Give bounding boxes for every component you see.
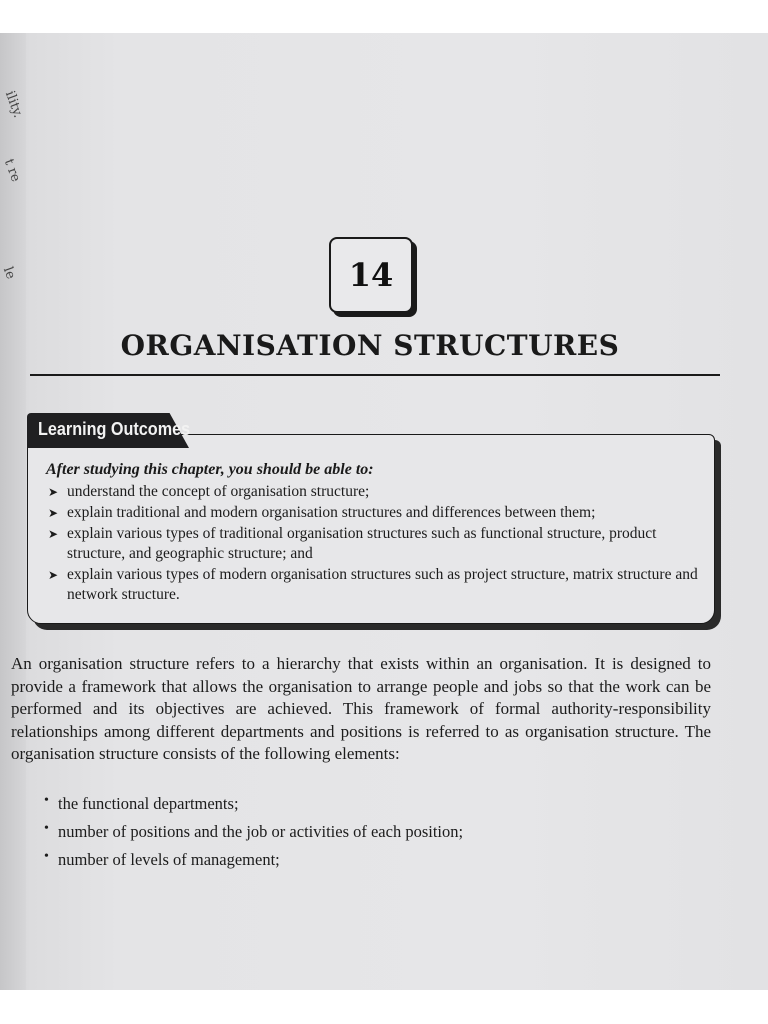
book-page [0, 33, 768, 990]
intro-paragraph: An organisation structure refers to a hierarchy that exists within an organisation. It is designed to provide a framework that allows the organisation to arrange people and jobs so that the work can be performed and its objectives are achieved. This framework of formal authority-responsibility relationships among different departments and positions is referred to as organisation structure. The organisation structure consists of the following elements: [11, 654, 711, 763]
outcome-text: understand the concept of organisation structure; [67, 483, 370, 500]
structure-elements-list [42, 790, 702, 874]
chapter-title: ORGANISATION STRUCTURES [120, 329, 620, 362]
bullet-icon: • [44, 821, 49, 836]
bullet-icon: • [44, 793, 49, 808]
arrowhead-icon: ➤ [48, 568, 59, 582]
chapter-number-box [329, 237, 413, 313]
bullet-icon: • [44, 849, 49, 864]
element-text: the functional departments; [58, 794, 239, 813]
list-item [46, 482, 706, 502]
margin-fragment: t re [0, 157, 23, 184]
margin-fragment: le [0, 265, 19, 282]
outcome-text: explain traditional and modern organisation structures and differences between them; [67, 504, 596, 521]
list-item [46, 524, 706, 564]
list-item [42, 846, 702, 874]
list-item [42, 790, 702, 818]
chapter-number: 14 [348, 256, 394, 294]
learning-outcomes-list [46, 482, 706, 606]
outcome-text: explain various types of modern organisation structures such as project structure, matrix structure and network structure. [67, 566, 698, 603]
list-item [46, 503, 706, 523]
arrowhead-icon: ➤ [48, 527, 59, 541]
learning-outcomes-heading: Learning Outcomes [38, 419, 191, 439]
element-text: number of positions and the job or activities of each position; [58, 822, 464, 841]
element-text: number of levels of management; [58, 850, 280, 869]
title-divider [30, 374, 720, 376]
arrowhead-icon: ➤ [48, 485, 59, 499]
list-item [46, 565, 706, 605]
outcome-text: explain various types of traditional organisation structures such as functional structure, product structure, and geographic structure; and [67, 525, 657, 562]
margin-fragment: ility. [1, 89, 26, 120]
arrowhead-icon: ➤ [48, 506, 59, 520]
list-item [42, 818, 702, 846]
learning-outcomes-intro: After studying this chapter, you should be able to: [46, 461, 374, 478]
